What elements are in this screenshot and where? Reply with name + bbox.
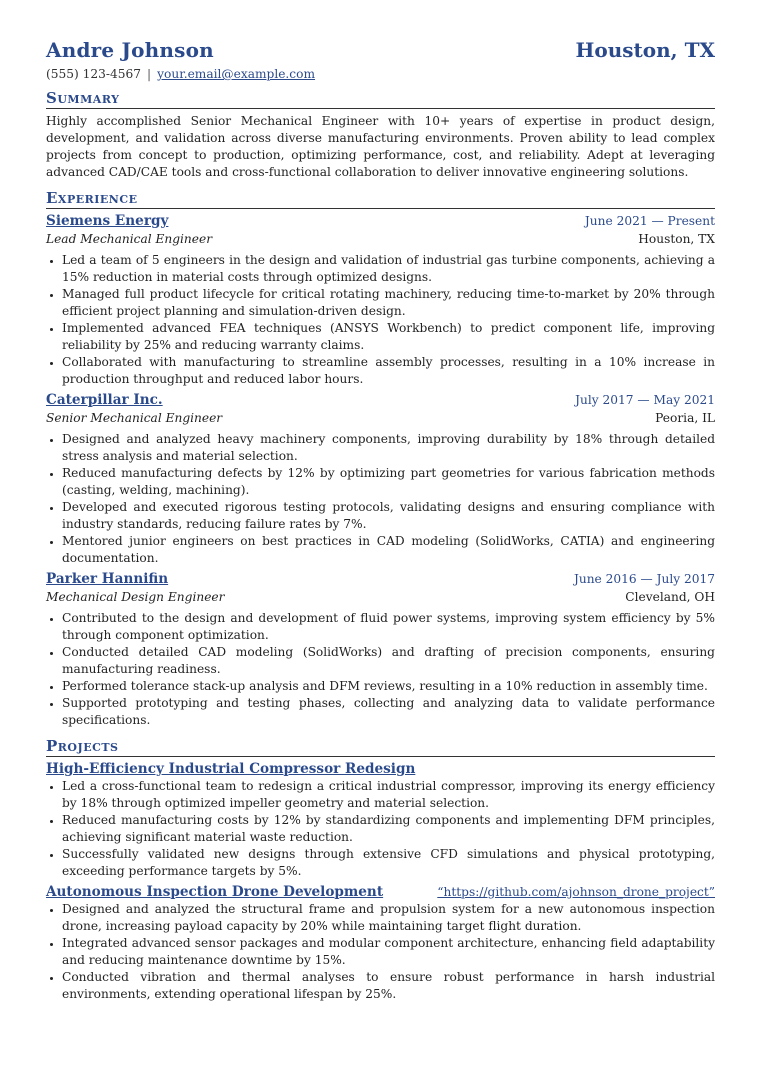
project-bullet: • Designed and analyzed the structural frame and propulsion system for a new autonomous inspection drone, increasing payload capacity by 20% while maintaining target flight duration. [62,901,715,935]
job-subheader-row [46,588,715,606]
project-bullet: • Reduced manufacturing costs by 12% by standardizing components and implementing DFM principles, achieving significant material waste reduction. [62,812,715,846]
phone-number: (555) 123-4567 [46,67,142,81]
resume-page [46,38,715,1003]
job-entry [46,213,715,388]
candidate-location: Houston, TX [575,38,715,62]
job-bullet: • Led a team of 5 engineers in the design and validation of industrial gas turbine components, achieving a 15% reduction in material costs through optimized designs. [62,252,715,286]
resume-header [46,38,715,62]
job-subheader-row [46,230,715,248]
job-bullet: • Collaborated with manufacturing to streamline assembly processes, resulting in a 10% increase in production throughput and reduced labor hours. [62,354,715,388]
project-bullets [46,901,715,1003]
job-header-row [46,213,715,230]
job-bullets [46,252,715,388]
job-entry [46,392,715,567]
project-bullets [46,778,715,880]
experience-list [46,213,715,729]
project-bullet: • Led a cross-functional team to redesign a critical industrial compressor, improving its energy efficiency by 18% through optimized impeller geometry and material selection. [62,778,715,812]
job-bullets [46,431,715,567]
job-bullet: • Managed full product lifecycle for critical rotating machinery, reducing time-to-market by 20% through efficient project planning and simulation-driven design. [62,286,715,320]
job-bullet: • Developed and executed rigorous testing protocols, validating designs and ensuring compliance with industry standards, reducing failure rates by 7%. [62,499,715,533]
job-bullet: • Conducted detailed CAD modeling (SolidWorks) and drafting of precision components, ensuring manufacturing readiness. [62,644,715,678]
contact-separator: | [147,67,152,81]
job-title: Senior Mechanical Engineer [46,411,223,425]
project-list [46,761,715,1003]
job-dates: June 2021 — Present [584,214,715,228]
job-title: Mechanical Design Engineer [46,590,225,604]
job-entry [46,571,715,729]
company-name[interactable]: Parker Hannifin [46,571,169,587]
job-bullet: • Implemented advanced FEA techniques (ANSYS Workbench) to predict component life, improving reliability by 25% and reducing warranty claims. [62,320,715,354]
job-dates: June 2016 — July 2017 [573,572,715,586]
contact-line [46,67,715,81]
experience-heading: Experience [46,189,715,209]
project-bullet: • Conducted vibration and thermal analyses to ensure robust performance in harsh industrial environments, extending operational lifespan by 25%. [62,969,715,1003]
job-bullet: • Supported prototyping and testing phases, collecting and analyzing data to validate performance specifications. [62,695,715,729]
company-name[interactable]: Caterpillar Inc. [46,392,163,408]
job-header-row [46,392,715,409]
project-title[interactable]: Autonomous Inspection Drone Development [46,884,384,900]
job-location: Houston, TX [638,232,715,246]
project-entry [46,761,715,880]
company-name[interactable]: Siemens Energy [46,213,169,229]
job-location: Peoria, IL [655,411,715,425]
job-bullet: • Contributed to the design and development of fluid power systems, improving system efficiency by 5% through component optimization. [62,610,715,644]
job-bullet: • Mentored junior engineers on best practices in CAD modeling (SolidWorks, CATIA) and engineering documentation. [62,533,715,567]
summary-text: Highly accomplished Senior Mechanical Engineer with 10+ years of expertise in product design, development, and validation across diverse manufacturing environments. Proven ability to lead complex projects from concept to production, optimizing performance, cost, and reliability. Adept at leveraging advanced CAD/CAE tools and cross-functional collaboration to deliver innovative engineering solutions. [46,114,715,179]
candidate-name: Andre Johnson [46,38,214,62]
job-header-row [46,571,715,588]
summary-heading: Summary [46,89,715,109]
job-dates: July 2017 — May 2021 [575,393,715,407]
project-entry [46,884,715,1003]
job-subheader-row [46,409,715,427]
job-bullets [46,610,715,729]
email-link[interactable]: your.email@example.com [157,67,316,81]
job-bullet: • Performed tolerance stack-up analysis and DFM reviews, resulting in a 10% reduction in assembly time. [62,678,715,695]
project-title[interactable]: High-Efficiency Industrial Compressor Redesign [46,761,416,777]
job-location: Cleveland, OH [625,590,715,604]
projects-heading: Projects [46,737,715,757]
project-header-row [46,884,715,901]
project-header-row [46,761,715,778]
project-link[interactable]: “https://github.com/ajohnson_drone_project” [437,885,715,899]
project-bullet: • Successfully validated new designs through extensive CFD simulations and physical prototyping, exceeding performance targets by 5%. [62,846,715,880]
project-bullet: • Integrated advanced sensor packages and modular component architecture, enhancing field adaptability and reducing maintenance downtime by 15%. [62,935,715,969]
job-title: Lead Mechanical Engineer [46,232,213,246]
job-bullet: • Designed and analyzed heavy machinery components, improving durability by 18% through detailed stress analysis and material selection. [62,431,715,465]
job-bullet: • Reduced manufacturing defects by 12% by optimizing part geometries for various fabrication methods (casting, welding, machining). [62,465,715,499]
